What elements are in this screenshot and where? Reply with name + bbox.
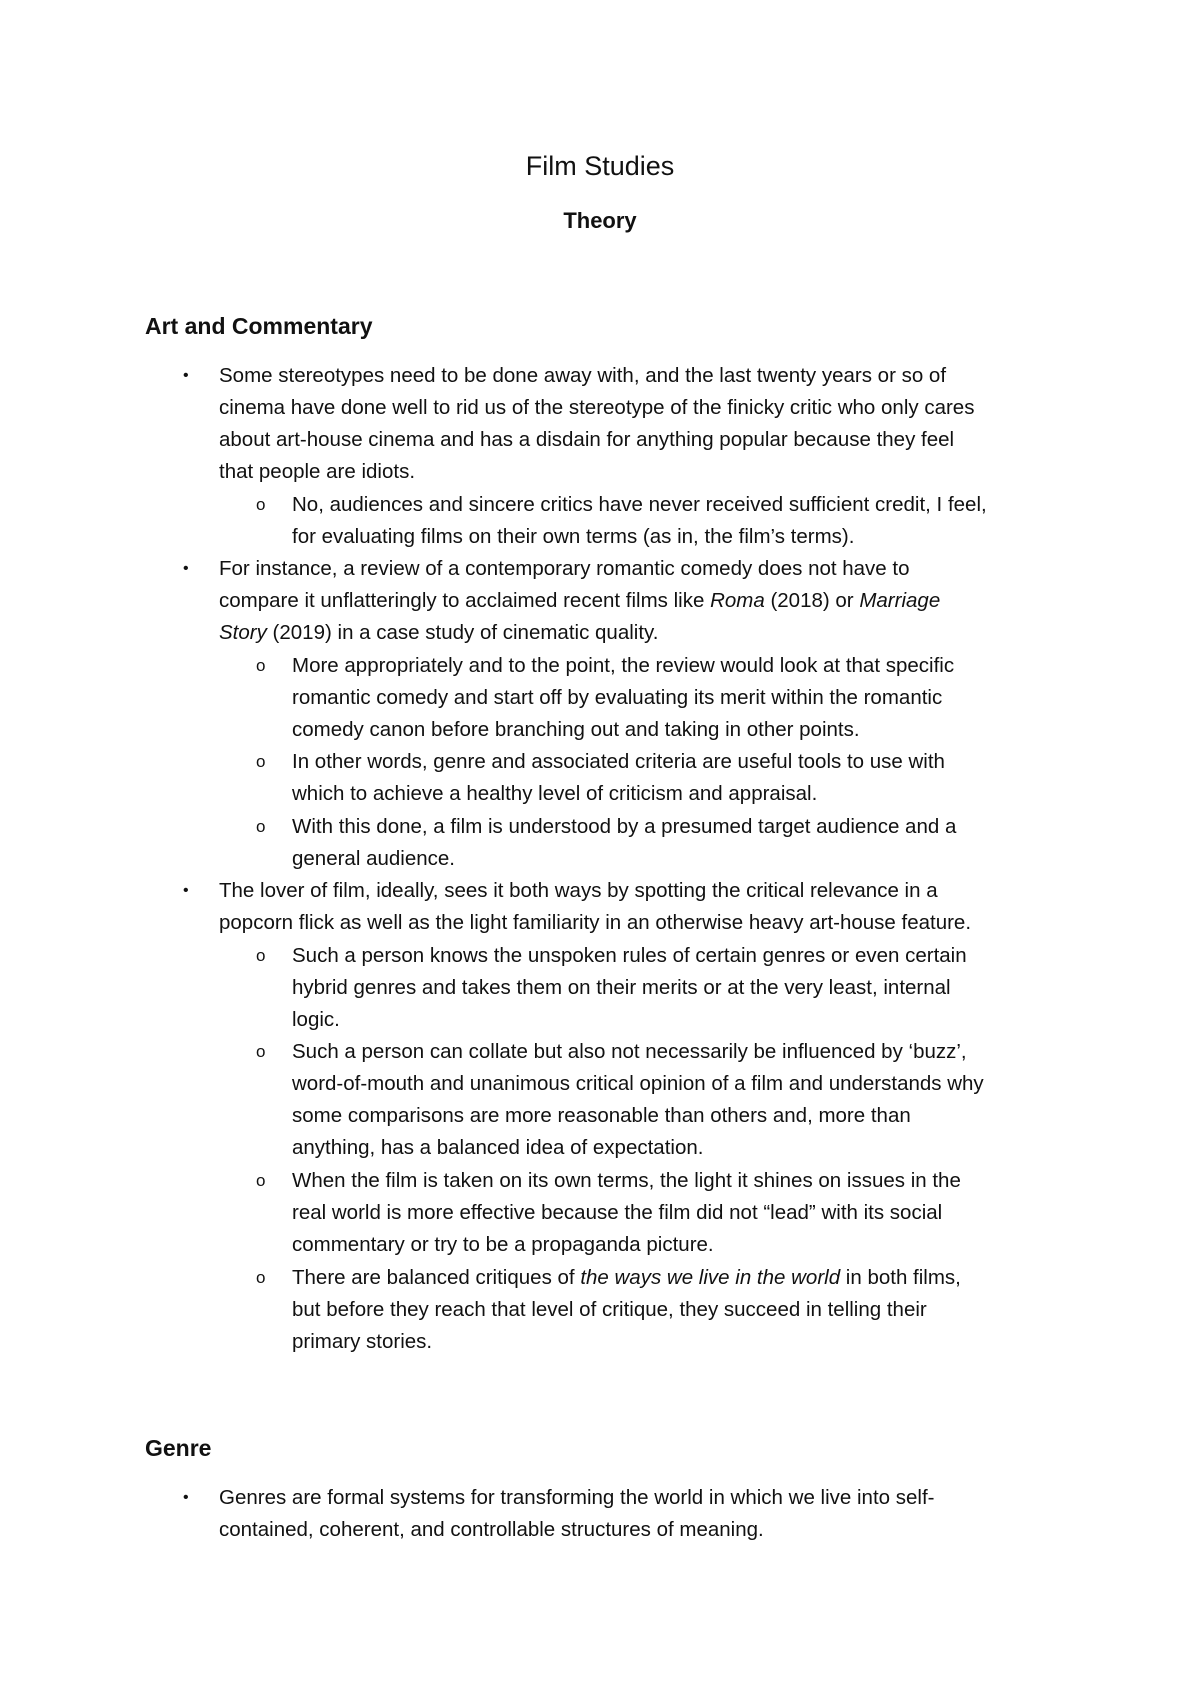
paragraph-line: some comparisons are more reasonable than others and, more than [292, 1104, 911, 1127]
paragraph-line: logic. [292, 1008, 340, 1031]
paragraph-line: No, audiences and sincere critics have never received sufficient credit, I feel, [292, 493, 987, 516]
paragraph-line: about art-house cinema and has a disdain for anything popular because they feel [219, 428, 955, 451]
paragraph-line: With this done, a film is understood by a presumed target audience and a [292, 815, 957, 838]
paragraph-line: for evaluating films on their own terms (as in, the film’s terms). [292, 525, 855, 548]
paragraph-line: but before they reach that level of critique, they succeed in telling their [292, 1298, 927, 1321]
paragraph-line: cinema have done well to rid us of the stereotype of the finicky critic who only cares [219, 396, 975, 419]
paragraph-line: Such a person can collate but also not necessarily be influenced by ‘buzz’, [292, 1040, 967, 1063]
text-run: There are balanced critiques of [292, 1266, 581, 1289]
paragraph-line: real world is more effective because the film did not “lead” with its social [292, 1201, 943, 1224]
sub-bullet-marker: o [256, 752, 266, 771]
paragraph-line: commentary or try to be a propaganda picture. [292, 1233, 714, 1256]
paragraph-line: primary stories. [292, 1330, 433, 1353]
paragraph-line: The lover of film, ideally, sees it both ways by spotting the critical relevance in a [219, 879, 938, 902]
paragraph-line: word-of-mouth and unanimous critical opinion of a film and understands why [292, 1072, 984, 1095]
paragraph-line: which to achieve a healthy level of criticism and appraisal. [292, 782, 818, 805]
bullet-marker: • [183, 560, 189, 577]
sub-bullet-marker: o [256, 817, 266, 836]
paragraph-line: hybrid genres and takes them on their merits or at the very least, internal [292, 976, 951, 999]
paragraph-line: romantic comedy and start off by evaluating its merit within the romantic [292, 686, 943, 709]
paragraph-line [219, 585, 940, 617]
paragraph-line: Such a person knows the unspoken rules of certain genres or even certain [292, 944, 967, 967]
bullet-marker: • [183, 1489, 189, 1506]
film-title-marriage-story: Story [219, 621, 267, 644]
paragraph-line: that people are idiots. [219, 460, 416, 483]
paragraph-line: anything, has a balanced idea of expectation. [292, 1136, 704, 1159]
sub-bullet-marker: o [256, 495, 266, 514]
bullet-marker: • [183, 882, 189, 899]
text-run: (2018) or [764, 589, 860, 612]
film-title-marriage-story: Marriage [859, 589, 941, 612]
film-title-roma: Roma [710, 589, 765, 612]
document-title: Film Studies [525, 151, 675, 181]
sub-bullet-marker: o [256, 656, 266, 675]
paragraph-line: comedy canon before branching out and taking in other points. [292, 718, 860, 741]
sub-bullet-marker: o [256, 1042, 266, 1061]
paragraph-line: popcorn flick as well as the light familiarity in an otherwise heavy art-house feature. [219, 911, 972, 934]
paragraph-line: In other words, genre and associated criteria are useful tools to use with [292, 750, 945, 773]
section-heading-art-and-commentary: Art and Commentary [145, 313, 373, 339]
paragraph-line: For instance, a review of a contemporary romantic comedy does not have to [219, 557, 910, 580]
emphasis-text: the ways we live in the world [580, 1266, 841, 1289]
paragraph-line: contained, coherent, and controllable structures of meaning. [219, 1518, 764, 1541]
text-run: in both films, [840, 1266, 961, 1289]
paragraph-line [219, 617, 658, 649]
paragraph-line [292, 1262, 961, 1294]
paragraph-line: Some stereotypes need to be done away with, and the last twenty years or so of [219, 364, 947, 387]
paragraph-line: When the film is taken on its own terms, the light it shines on issues in the [292, 1169, 961, 1192]
text-run: (2019) in a case study of cinematic quality. [266, 621, 659, 644]
paragraph-line: More appropriately and to the point, the review would look at that specific [292, 654, 955, 677]
sub-bullet-marker: o [256, 946, 266, 965]
paragraph-line: Genres are formal systems for transforming the world in which we live into self- [219, 1486, 935, 1509]
section-heading-genre: Genre [145, 1435, 212, 1461]
text-run: compare it unflatteringly to acclaimed recent films like [219, 589, 711, 612]
sub-bullet-marker: o [256, 1171, 266, 1190]
paragraph-line: general audience. [292, 847, 455, 870]
document-subtitle: Theory [563, 208, 637, 233]
bullet-marker: • [183, 367, 189, 384]
sub-bullet-marker: o [256, 1268, 266, 1287]
